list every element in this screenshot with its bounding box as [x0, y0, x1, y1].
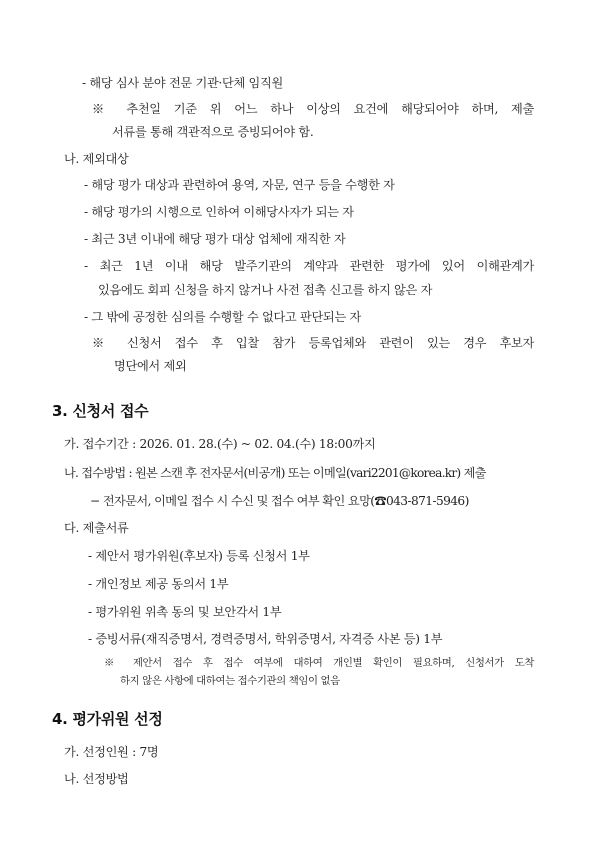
submission-period: 가. 접수기간 : 2026. 01. 28.(수) ~ 02. 04.(수) 18:00까지 [64, 437, 376, 451]
exclusion-note-line-2: 명단에서 제외 [114, 359, 187, 373]
exclusion-bullet: - 최근 3년 이내에 해당 평가 대상 업체에 재직한 자 [84, 232, 346, 246]
selection-count: 가. 선정인원 : 7명 [64, 745, 159, 759]
required-document-item: - 증빙서류(재직증명서, 경력증명서, 학위증명서, 자격증 사본 등) 1부 [88, 632, 443, 646]
required-document-item: - 제안서 평가위원(후보자) 등록 신청서 1부 [88, 549, 310, 563]
exclusion-bullet: - 해당 평가의 시행으로 인하여 이해당사자가 되는 자 [84, 205, 354, 219]
submission-method: 나. 접수방법 : 원본 스캔 후 전자문서(비공개) 또는 이메일(vari2201@korea.kr) 제출 [64, 466, 486, 480]
exclusion-note-line-1: ※ 신청서 접수 후 입찰 참가 등록업체와 관련이 있는 경우 후보자 [92, 336, 534, 350]
exclusion-bullet: - 최근 1년 이내 해당 발주기관의 계약과 관련한 평가에 있어 이해관계가 [84, 259, 534, 273]
required-document-item: - 개인정보 제공 동의서 1부 [88, 577, 229, 591]
exclusion-bullet-continuation: 있음에도 회피 신청을 하지 않거나 사전 접촉 신고를 하지 않은 자 [98, 283, 433, 297]
eligibility-bullet-organization-staff: - 해당 심사 분야 전문 기관·단체 임직원 [82, 76, 283, 90]
submission-method-note: − 전자문서, 이메일 접수 시 수신 및 접수 여부 확인 요망(☎043-871-5946) [90, 494, 469, 508]
selection-method-heading: 나. 선정방법 [64, 772, 129, 786]
required-documents-heading: 다. 제출서류 [64, 521, 129, 535]
section-title-evaluator-selection: 4. 평가위원 선정 [52, 710, 163, 728]
section-title-application-submission: 3. 신청서 접수 [52, 402, 149, 420]
documents-note-line-1: ※ 제안서 접수 후 접수 여부에 대하여 개인별 확인이 필요하며, 신청서가 도착 [104, 657, 534, 669]
exclusion-bullet: - 해당 평가 대상과 관련하여 용역, 자문, 연구 등을 수행한 자 [84, 178, 395, 192]
required-document-item: - 평가위원 위촉 동의 및 보안각서 1부 [88, 605, 282, 619]
exclusion-bullet: - 그 밖에 공정한 심의를 수행할 수 없다고 판단되는 자 [84, 310, 361, 324]
exclusion-heading: 나. 제외대상 [64, 152, 129, 166]
eligibility-note-line-2: 서류를 통해 객관적으로 증빙되어야 함. [112, 125, 314, 139]
eligibility-note-line-1: ※ 추천일 기준 위 어느 하나 이상의 요건에 해당되어야 하며, 제출 [92, 102, 534, 116]
documents-note-line-2: 하지 않은 사항에 대하여는 접수기관의 책임이 없음 [120, 675, 340, 687]
